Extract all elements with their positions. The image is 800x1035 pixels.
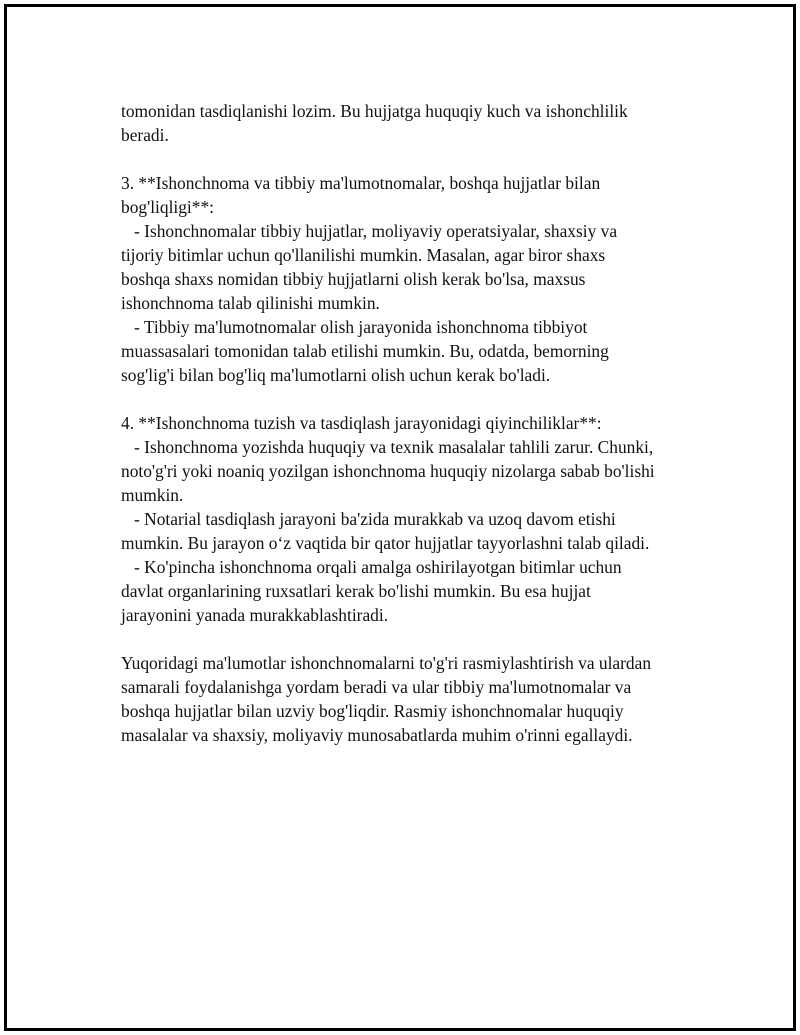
document-body: [121, 99, 711, 771]
text-line: - Notarial tasdiqlash jarayoni ba'zida murakkab va uzoq davom etishi: [121, 509, 616, 529]
section-heading: 3. **Ishonchnoma va tibbiy ma'lumotnomalar, boshqa hujjatlar bilan: [121, 173, 601, 193]
section-heading: 4. **Ishonchnoma tuzish va tasdiqlash jarayonidagi qiyinchiliklar**:: [121, 413, 602, 433]
paragraph-continuation: [121, 99, 711, 147]
text-line: muassasalari tomonidan talab etilishi mumkin. Bu, odatda, bemorning: [121, 341, 609, 361]
text-line: mumkin.: [121, 485, 184, 505]
text-line: sog'lig'i bilan bog'liq ma'lumotlarni olish uchun kerak bo'ladi.: [121, 365, 551, 385]
text-line: - Ishonchnomalar tibbiy hujjatlar, moliyaviy operatsiyalar, shaxsiy va: [121, 221, 618, 241]
text-line: noto'g'ri yoki noaniq yozilgan ishonchnoma huquqiy nizolarga sabab bo'lishi: [121, 461, 655, 481]
text-line: Yuqoridagi ma'lumotlar ishonchnomalarni to'g'ri rasmiylashtirish va ulardan: [121, 653, 652, 673]
page-frame: [4, 4, 796, 1031]
text-line: samarali foydalanishga yordam beradi va ular tibbiy ma'lumotnomalar va: [121, 677, 632, 697]
text-line: masalalar va shaxsiy, moliyaviy munosabatlarda muhim o'rinni egallaydi.: [121, 725, 633, 745]
text-line: boshqa shaxs nomidan tibbiy hujjatlarni olish kerak bo'lsa, maxsus: [121, 269, 586, 289]
text-line: - Ishonchnoma yozishda huquqiy va texnik masalalar tahlili zarur. Chunki,: [121, 437, 654, 457]
section-4: [121, 411, 711, 627]
text-line: - Tibbiy ma'lumotnomalar olish jarayonida ishonchnoma tibbiyot: [121, 317, 588, 337]
section-heading: bog'liqligi**:: [121, 197, 214, 217]
text-line: boshqa hujjatlar bilan uzviy bog'liqdir. Rasmiy ishonchnomalar huquqiy: [121, 701, 624, 721]
text-line: davlat organlarining ruxsatlari kerak bo'lishi mumkin. Bu esa hujjat: [121, 581, 591, 601]
text-line: tijoriy bitimlar uchun qo'llanilishi mumkin. Masalan, agar biror shaxs: [121, 245, 606, 265]
text-line: ishonchnoma talab qilinishi mumkin.: [121, 293, 380, 313]
section-3: [121, 171, 711, 387]
text-line: jarayonini yanada murakkablashtiradi.: [121, 605, 389, 625]
text-line: tomonidan tasdiqlanishi lozim. Bu hujjatga huquqiy kuch va ishonchlilik: [121, 101, 628, 121]
text-line: - Ko'pincha ishonchnoma orqali amalga oshirilayotgan bitimlar uchun: [121, 557, 622, 577]
text-line: beradi.: [121, 125, 169, 145]
conclusion-paragraph: [121, 651, 711, 747]
text-line: mumkin. Bu jarayon o‘z vaqtida bir qator hujjatlar tayyorlashni talab qiladi.: [121, 533, 650, 553]
